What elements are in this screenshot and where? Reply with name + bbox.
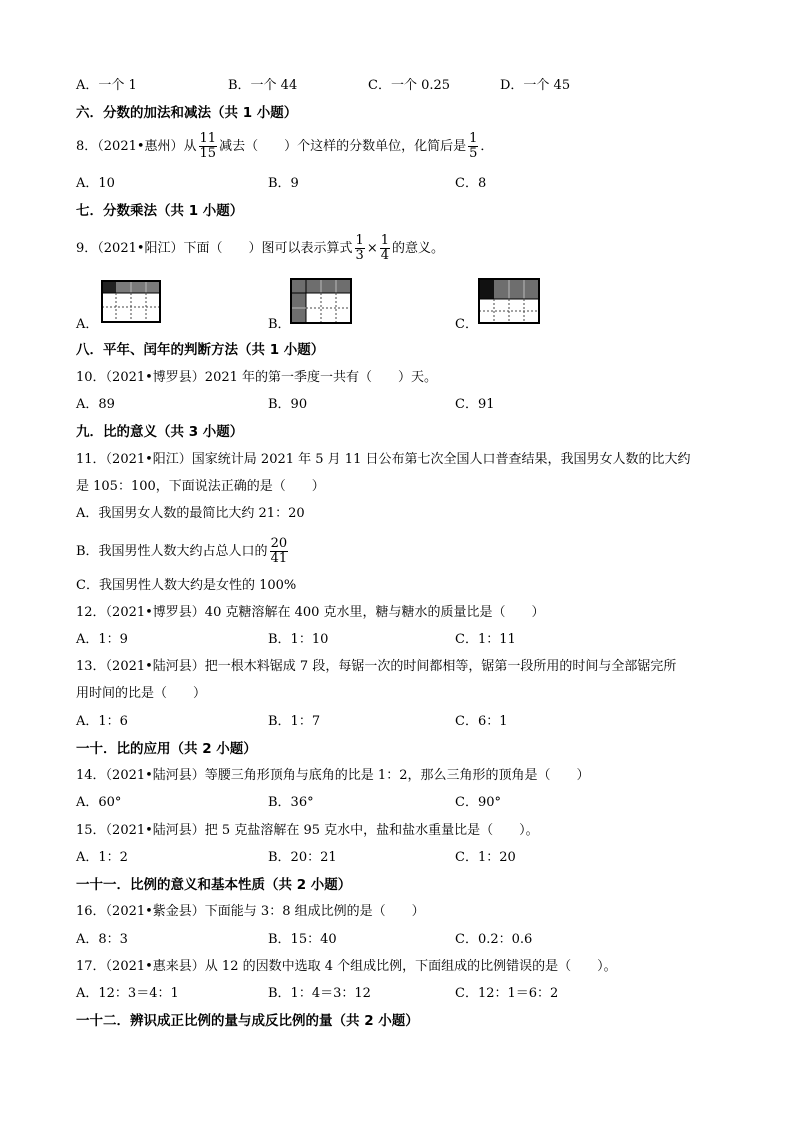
section-heading: 一十．比的应用（共 2 小题）: [76, 741, 257, 757]
option-a: A．1：6: [76, 714, 128, 729]
option-b: B．1：4＝3：12: [268, 986, 371, 1001]
fraction: [380, 234, 390, 263]
numerator: 1: [469, 131, 478, 146]
option-c: C．1：20: [455, 850, 516, 865]
option-c: C．我国男性人数大约是女性的 100%: [76, 578, 297, 593]
option-b: B．90: [268, 397, 308, 412]
option-b: B．15：40: [268, 932, 337, 947]
section-heading: 八．平年、闰年的判断方法（共 1 小题）: [76, 342, 325, 358]
question-12: 12．（2021•博罗县）40 克糖溶解在 400 克水里，糖与糖水的质量比是（ ）: [76, 605, 545, 620]
option-text: B．我国男性人数大约占总人口的: [76, 544, 268, 559]
numerator: 1: [355, 233, 364, 248]
question-17: 17．（2021•惠来县）从 12 的因数中选取 4 个组成比例，下面组成的比例错误的是（ ）。: [76, 959, 617, 974]
option-c: C．91: [455, 397, 495, 412]
denominator: 3: [355, 248, 364, 263]
question-14: 14．（2021•陆河县）等腰三角形顶角与底角的比是 1：2，那么三角形的顶角是（ ）: [76, 768, 590, 783]
question-13: 13．（2021•陆河县）把一根木料锯成 7 段，每锯一次的时间都相等，锯第一段所用的时间与全部锯完所: [76, 659, 677, 674]
option-c: C．一个 0.25: [368, 78, 451, 93]
question-15: 15．（2021•陆河县）把 5 克盐溶解在 95 克水中，盐和盐水重量比是（ ）。: [76, 823, 539, 838]
denominator: 5: [469, 146, 478, 161]
fraction: [199, 132, 218, 161]
section-heading: 七．分数乘法（共 1 小题）: [76, 203, 244, 219]
denominator: 15: [199, 146, 217, 161]
option-a: A．: [76, 317, 99, 332]
denominator: 41: [270, 551, 288, 566]
numerator: 20: [270, 536, 288, 551]
fraction: [355, 234, 365, 263]
question-11-cont: 是 105：100，下面说法正确的是（ ）: [76, 479, 325, 494]
question-9: [76, 234, 444, 263]
option-a: A．1：2: [76, 850, 128, 865]
option-b: B．36°: [268, 795, 314, 810]
option-b: B．20：21: [268, 850, 337, 865]
option-c: C．8: [455, 176, 487, 191]
option-c: C．1：11: [455, 632, 516, 647]
grid-figure-c: [478, 278, 540, 325]
option-a: A．8：3: [76, 932, 128, 947]
option-c: C．6：1: [455, 714, 508, 729]
option-c: C．12：1＝6：2: [455, 986, 559, 1001]
option-d: D．一个 45: [500, 78, 571, 93]
grid-figure-a: [101, 280, 161, 323]
question-10: 10．（2021•博罗县）2021 年的第一季度一共有（ ）天。: [76, 370, 438, 385]
question-text: 减去（ ）个这样的分数单位，化简后是: [219, 139, 467, 154]
section-heading: 一十一．比例的意义和基本性质（共 2 小题）: [76, 877, 352, 893]
option-b: B．1：7: [268, 714, 321, 729]
grid-figure-b: [290, 278, 352, 325]
question-text: 9．（2021•阳江）下面（ ）图可以表示算式: [76, 241, 353, 256]
question-text: 的意义。: [392, 241, 445, 256]
question-11: 11．（2021•阳江）国家统计局 2021 年 5 月 11 日公布第七次全国人口普查结果，我国男女人数的比大约: [76, 452, 691, 467]
option-c: C．90°: [455, 795, 501, 810]
option-b: [76, 537, 290, 566]
question-8: [76, 132, 493, 161]
fraction: [270, 537, 289, 566]
option-a: A．1：9: [76, 632, 128, 647]
denominator: 4: [380, 248, 389, 263]
option-a: A．一个 1: [76, 78, 137, 93]
section-heading: 六．分数的加法和减法（共 1 小题）: [76, 105, 298, 121]
option-a: A．我国男女人数的最简比大约 21：20: [76, 506, 305, 521]
option-a: A．60°: [76, 795, 122, 810]
option-c: C．: [455, 317, 478, 332]
section-heading: 一十二．辨识成正比例的量与成反比例的量（共 2 小题）: [76, 1013, 419, 1029]
option-a: A．89: [76, 397, 115, 412]
option-b: B．9: [268, 176, 299, 191]
section-heading: 九．比的意义（共 3 小题）: [76, 424, 244, 440]
question-13-cont: 用时间的比是（ ）: [76, 686, 207, 701]
option-a: A．10: [76, 176, 115, 191]
numerator: 11: [199, 131, 217, 146]
times-sign: ×: [366, 241, 378, 256]
question-text: 8．（2021•惠州）从: [76, 139, 197, 154]
option-a: A．12：3＝4：1: [76, 986, 179, 1001]
question-16: 16．（2021•紫金县）下面能与 3：8 组成比例的是（ ）: [76, 904, 425, 919]
option-c: C．0.2：0.6: [455, 932, 533, 947]
fraction: [468, 132, 478, 161]
option-b: B．一个 44: [228, 78, 298, 93]
option-b: B．: [268, 317, 291, 332]
numerator: 1: [380, 233, 389, 248]
option-b: B．1：10: [268, 632, 329, 647]
question-text: ．: [480, 139, 494, 154]
